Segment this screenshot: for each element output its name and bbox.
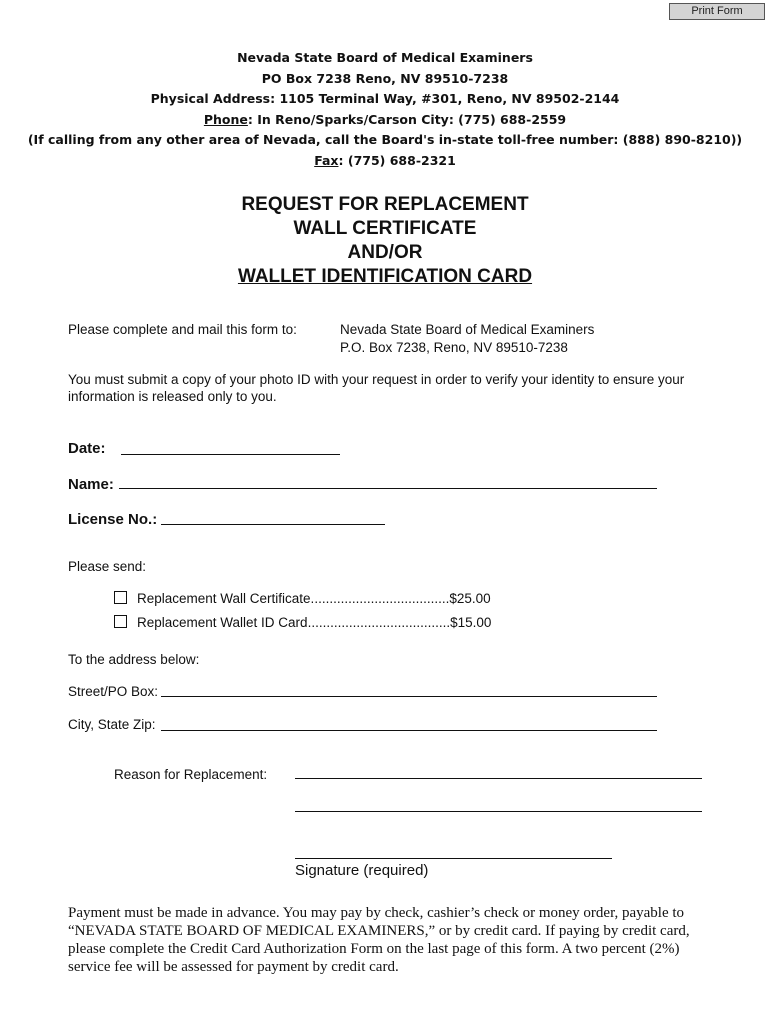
board-fax — [0, 151, 770, 172]
board-name: Nevada State Board of Medical Examiners — [237, 50, 533, 65]
date-field[interactable] — [121, 454, 340, 455]
print-form-button[interactable]: Print Form — [669, 3, 765, 20]
signature-field[interactable] — [295, 858, 612, 859]
wallet-id-checkbox[interactable] — [114, 615, 127, 628]
mail-address-line-1: Nevada State Board of Medical Examiners — [340, 322, 595, 337]
payment-notice: Payment must be made in advance. You may pay by check, cashier’s check or money order, payable to “NEVADA STATE BOARD OF MEDICAL EXAMINERS,” or by credit card. If paying by credit card, please complete the Credit Card Authorization Form on the last page of this form. A two percent (2%) service fee will be assessed for payment by credit card. — [68, 905, 690, 975]
reason-field-line-1[interactable] — [295, 778, 702, 779]
city-state-zip-label: City, State Zip: — [68, 717, 156, 732]
street-field[interactable] — [161, 696, 657, 697]
title-line-1: REQUEST FOR REPLACEMENT — [241, 194, 529, 215]
title-line-3: AND/OR — [347, 242, 423, 263]
fax-label: Fax — [314, 152, 339, 168]
wall-certificate-checkbox[interactable] — [114, 591, 127, 604]
board-toll-free: (If calling from any other area of Nevada, call the Board's in-state toll-free number: (888) 890-8210)) — [27, 132, 743, 147]
board-po-box: PO Box 7238 Reno, NV 89510-7238 — [261, 70, 509, 86]
address-intro: To the address below: — [68, 652, 200, 667]
reason-label: Reason for Replacement: — [114, 767, 268, 782]
mail-address-line-2: P.O. Box 7238, Reno, NV 89510-7238 — [340, 340, 568, 355]
street-label: Street/PO Box: — [68, 684, 159, 699]
name-field[interactable] — [119, 488, 657, 489]
photo-id-line-1: You must submit a copy of your photo ID with your request in order to verify your identity to ensure your — [68, 372, 685, 387]
mail-instruction: Please complete and mail this form to: — [68, 322, 297, 337]
phone-number: : In Reno/Sparks/Carson City: (775) 688-2559 — [247, 111, 567, 127]
photo-id-line-2: information is released only to you. — [68, 389, 277, 404]
wall-certificate-option: Replacement Wall Certificate.....................................$25.00 — [137, 591, 491, 606]
form-title — [0, 193, 770, 289]
signature-label: Signature (required) — [295, 862, 429, 879]
name-label: Name: — [68, 476, 114, 493]
reason-field-line-2[interactable] — [295, 811, 702, 812]
phone-label: Phone — [203, 111, 248, 127]
license-label: License No.: — [68, 511, 158, 528]
fax-number: : (775) 688-2321 — [338, 152, 456, 168]
wallet-id-option: Replacement Wallet ID Card......................................$15.00 — [137, 615, 492, 630]
city-state-zip-field[interactable] — [161, 730, 657, 731]
board-physical-address: Physical Address: 1105 Terminal Way, #301, Reno, NV 89502-2144 — [150, 91, 620, 106]
please-send-label: Please send: — [68, 559, 147, 574]
title-line-2: WALL CERTIFICATE — [293, 218, 477, 239]
title-line-4: WALLET IDENTIFICATION CARD — [237, 266, 533, 287]
board-contact-header — [0, 48, 770, 171]
date-label: Date: — [68, 440, 106, 457]
board-phone — [0, 110, 770, 131]
license-field[interactable] — [161, 524, 385, 525]
